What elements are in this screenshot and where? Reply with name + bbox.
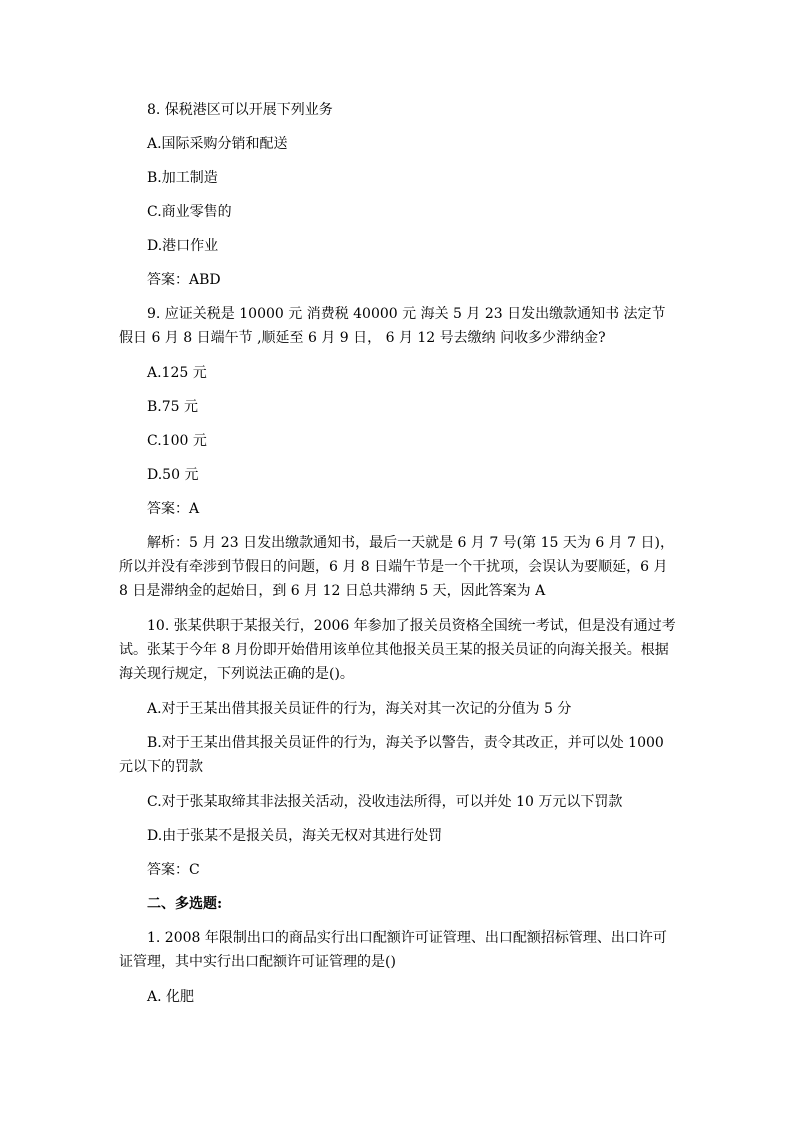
question-10-option-d: D.由于张某不是报关员，海关无权对其进行处罚 xyxy=(147,828,443,844)
question-10-stem: 10. 张某供职于某报关行，2006 年参加了报关员资格全国统一考试，但是没有通过考试。张某于今年 8 月份即开始借用该单位其他报关员王某的报关员证的向海关报关。根据海关现行规定，下列说法正确的是()。 xyxy=(119,618,676,682)
question-8-option-c: C.商业零售的 xyxy=(147,204,232,220)
question-10-answer: 答案：C xyxy=(147,862,200,878)
question-9-option-a: A.125 元 xyxy=(147,365,207,381)
question-8-option-b: B.加工制造 xyxy=(147,170,218,186)
question-8-option-a: A.国际采购分销和配送 xyxy=(147,136,288,152)
question-9-option-b: B.75 元 xyxy=(147,399,199,415)
question-9-option-d: D.50 元 xyxy=(147,467,199,483)
question-10-option-a: A.对于王某出借其报关员证件的行为，海关对其一次记的分值为 5 分 xyxy=(147,701,572,717)
question-9-explanation: 解析：5 月 23 日发出缴款通知书，最后一天就是 6 月 7 号(第 15 天为 6 月 7 日)，所以并没有牵涉到节假日的问题，6 月 8 日端午节是一个干扰项，会误认为要顺延，6 月 8 日是滞纳金的起始日，到 6 月 12 日总共滞纳 5 天，因此答案为 A xyxy=(119,535,674,599)
question-9-answer: 答案：A xyxy=(147,501,200,517)
multi-question-1-stem: 1. 2008 年限制出口的商品实行出口配额许可证管理、出口配额招标管理、出口许可证管理，其中实行出口配额许可证管理的是() xyxy=(119,930,667,970)
section-heading-multiple-choice: 二、多选题: xyxy=(147,896,223,912)
question-8-answer: 答案：ABD xyxy=(147,272,221,288)
question-8-stem: 8. 保税港区可以开展下列业务 xyxy=(147,102,333,118)
question-10-option-b: B.对于王某出借其报关员证件的行为，海关予以警告，责令其改正，并可以处 1000 元以下的罚款 xyxy=(119,735,664,775)
question-10-option-c: C.对于张某取缔其非法报关活动，没收违法所得，可以并处 10 万元以下罚款 xyxy=(147,794,623,810)
question-8-option-d: D.港口作业 xyxy=(147,238,219,254)
question-9-stem: 9. 应证关税是 10000 元 消费税 40000 元 海关 5 月 23 日发出缴款通知书 法定节假日 6 月 8 日端午节 ,顺延至 6 月 9 日， 6 月 12 号去缴纳 问收多少滞纳金? xyxy=(119,306,666,346)
question-9-option-c: C.100 元 xyxy=(147,433,207,449)
multi-question-1-option-a: A. 化肥 xyxy=(147,989,195,1005)
